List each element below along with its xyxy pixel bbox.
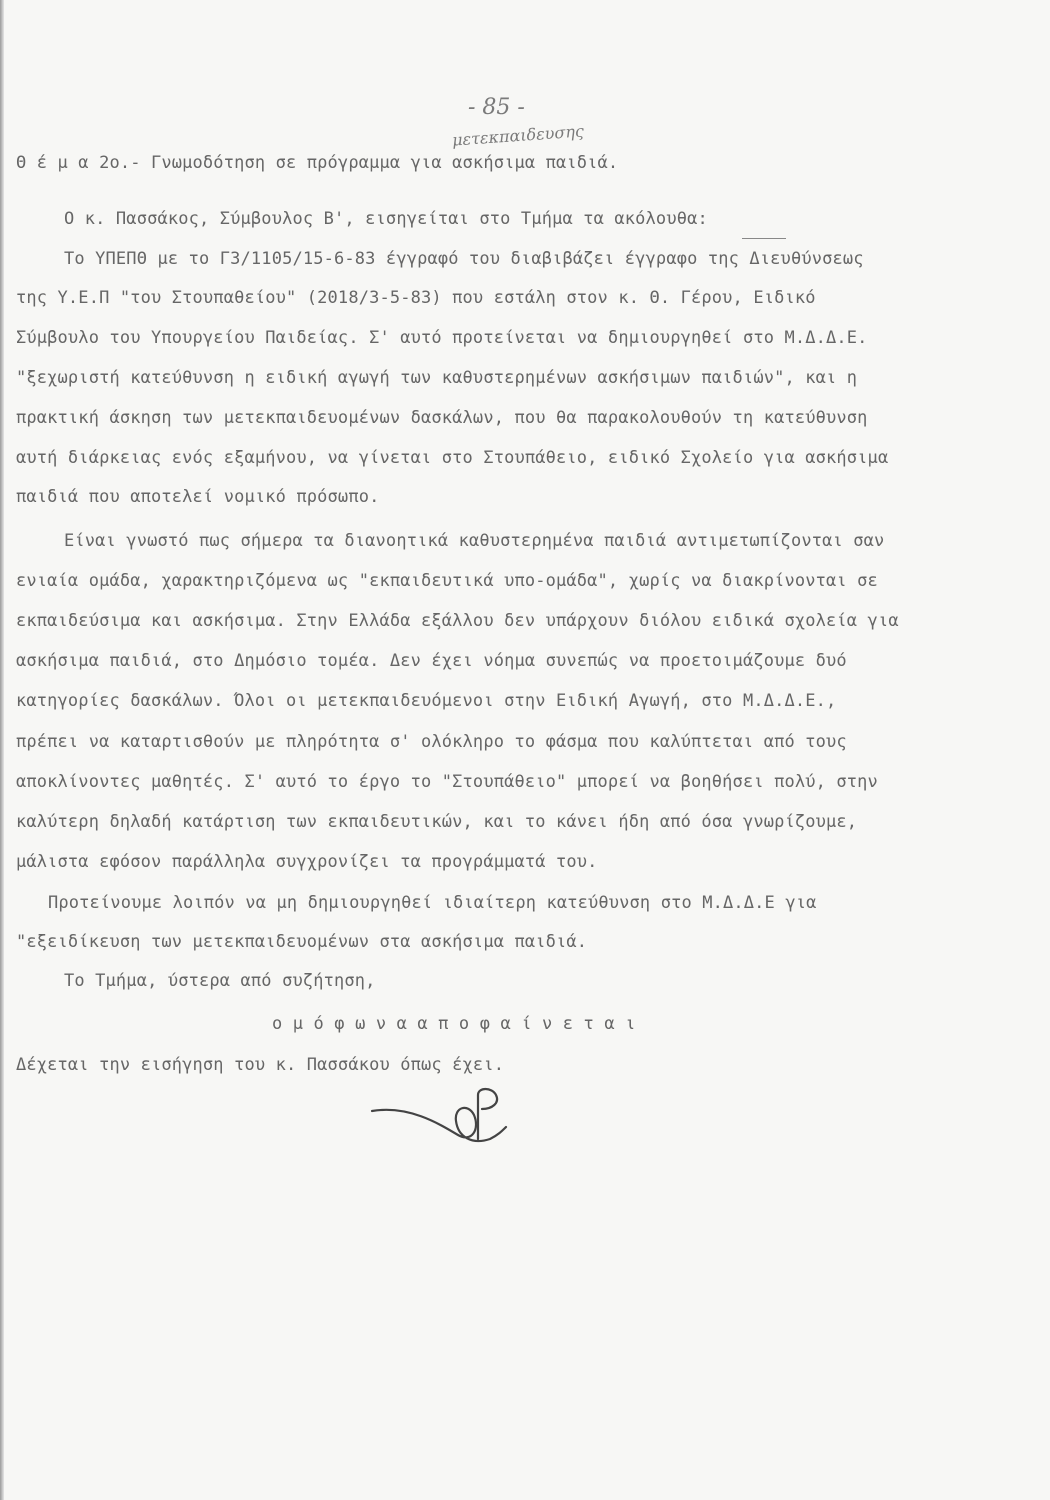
topic-heading: Θ έ μ α 2ο.- Γνωμοδότηση σε πρόγραμμα για ασκήσιμα παιδιά.: [16, 153, 619, 173]
body-line: εκπαιδεύσιμα και ασκήσιμα. Στην Ελλάδα εξάλλου δεν υπάρχουν διόλου ειδικά σχολεία για: [16, 611, 899, 631]
body-line: αυτή διάρκειας ενός εξαμήνου, να γίνεται στο Στουπάθειο, ειδικό Σχολείο για ασκήσιμα: [16, 448, 889, 468]
scan-left-edge: [0, 0, 4, 1500]
body-line: "εξειδίκευση των μετεκπαιδευομένων στα ασκήσιμα παιδιά.: [16, 932, 588, 952]
body-line: της Υ.Ε.Π "του Στουπαθείου" (2018/3-5-83) που εστάλη στον κ. Θ. Γέρου, Ειδικό: [16, 288, 816, 308]
body-line: παιδιά που αποτελεί νομικό πρόσωπο.: [16, 487, 380, 507]
body-line: αποκλίνοντες μαθητές. Σ' αυτό το έργο το "Στουπάθειο" μπορεί να βοηθήσει πολύ, στην: [16, 772, 878, 792]
body-line: πρακτική άσκηση των μετεκπαιδευομένων δασκάλων, που θα παρακολουθούν τη κατεύθυνση: [16, 408, 868, 428]
intro-line: Ο κ. Πασσάκος, Σύμβουλος Β', εισηγείται στο Τμήμα τα ακόλουθα:: [64, 209, 708, 229]
body-line: Προτείνουμε λοιπόν να μη δημιουργηθεί ιδιαίτερη κατεύθυνση στο Μ.Δ.Δ.Ε για: [48, 893, 817, 913]
body-line: "ξεχωριστή κατεύθυνση η ειδική αγωγή των καθυστερημένων ασκήσιμων παιδιών", και η: [16, 368, 858, 388]
body-line: πρέπει να καταρτισθούν με πληρότητα σ' ολόκληρο το φάσμα που καλύπτεται από τους: [16, 732, 847, 752]
handwritten-note: μετεκπαιδευσης: [451, 121, 585, 150]
page-number: - 85 -: [468, 95, 525, 120]
body-line: κατηγορίες δασκάλων. Όλοι οι μετεκπαιδευόμενοι στην Ειδική Αγωγή, στο Μ.Δ.Δ.Ε.,: [16, 691, 837, 711]
body-line: ασκήσιμα παιδιά, στο Δημόσιο τομέα. Δεν έχει νόημα συνεπώς να προετοιμάζουμε δυό: [16, 651, 847, 671]
body-line: Σύμβουλο του Υπουργείου Παιδείας. Σ' αυτό προτείνεται να δημιουργηθεί στο Μ.Δ.Δ.Ε.: [16, 328, 868, 348]
body-line: μάλιστα εφόσον παράλληλα συγχρονίζει τα προγράμματά του.: [16, 852, 598, 872]
body-line: Το Τμήμα, ύστερα από συζήτηση,: [64, 971, 376, 991]
body-line: καλύτερη δηλαδή κατάρτιση των εκπαιδευτικών, και το κάνει ήδη από όσα γνωρίζουμε,: [16, 812, 858, 832]
signature-mark: [368, 1085, 518, 1155]
pen-mark: [742, 238, 786, 239]
body-line: ενιαία ομάδα, χαρακτηριζόμενα ως "εκπαιδευτικά υπο-ομάδα", χωρίς να διακρίνονται σε: [16, 571, 878, 591]
decision-heading: ο μ ό φ ω ν α α π ο φ α ί ν ε τ α ι: [272, 1014, 636, 1034]
body-line: Το ΥΠΕΠΘ με το Γ3/1105/15-6-83 έγγραφό του διαβιβάζει έγγραφο της Διευθύνσεως: [64, 249, 864, 269]
decision-text: Δέχεται την εισήγηση του κ. Πασσάκου όπως έχει.: [16, 1055, 505, 1075]
body-line: Είναι γνωστό πως σήμερα τα διανοητικά καθυστερημένα παιδιά αντιμετωπίζονται σαν: [64, 531, 885, 551]
